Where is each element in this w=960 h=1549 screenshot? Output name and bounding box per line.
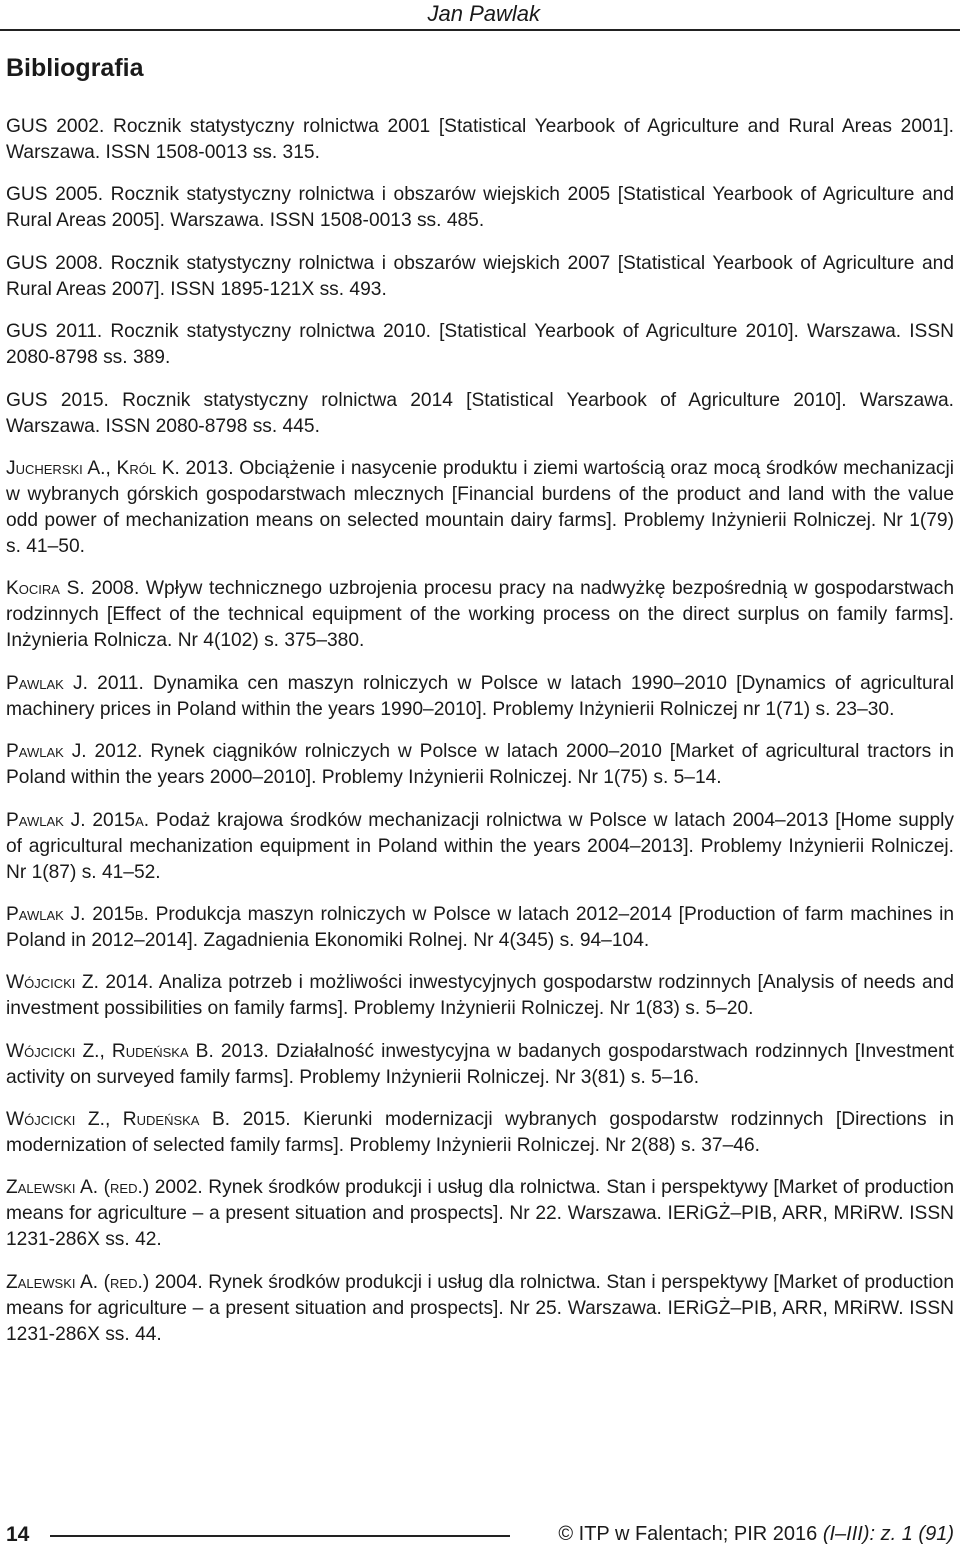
header-rule bbox=[0, 29, 960, 31]
reference-lead: Zalewski A. (red.) 2002. bbox=[6, 1177, 203, 1199]
reference-text: Obciążenie i nasycenie produktu i ziemi wartością oraz mocą środków mechanizacji w wybranych górskich gospodarstwach mlecznych [Financial burdens of the product and land with the value odd power of mechanization means on selected mountain dairy farms]. Problemy Inżynierii Rolniczej. Nr 1(79) s. 41–50. bbox=[6, 457, 954, 557]
reference-text: Analiza potrzeb i możliwości inwestycyjnych gospodarstw rodzinnych [Analysis of needs and investment possibilities on family farms]. Problemy Inżynierii Rolniczej. Nr 1(83) s. 5–20. bbox=[6, 972, 954, 1020]
reference-lead: Pawlak J. 2015b. bbox=[6, 903, 149, 925]
reference-item bbox=[6, 671, 954, 723]
reference-lead: Wójcicki Z., Rudeńska B. 2013. bbox=[6, 1040, 269, 1062]
running-head-author: Jan Pawlak bbox=[427, 1, 540, 26]
reference-list bbox=[6, 114, 954, 1364]
reference-lead: GUS 2008. bbox=[6, 252, 104, 274]
footer-rule bbox=[50, 1535, 510, 1537]
reference-item bbox=[6, 902, 954, 954]
issue-number: (I–III): z. 1 (91) bbox=[822, 1523, 954, 1545]
reference-item bbox=[6, 970, 954, 1022]
reference-lead: Wójcicki Z. 2014. bbox=[6, 972, 154, 994]
reference-item bbox=[6, 319, 954, 371]
reference-item bbox=[6, 808, 954, 886]
running-head bbox=[0, 0, 960, 32]
section-title: Bibliografia bbox=[6, 54, 144, 82]
reference-lead: Zalewski A. (red.) 2004. bbox=[6, 1271, 203, 1293]
reference-text: Wpływ technicznego uzbrojenia procesu pracy na nadwyżkę bezpośrednią w gospodarstwach rodzinnych [Effect of the technical equipment of the working process on the direct surplus on family farms]. Inżynieria Rolnicza. Nr 4(102) s. 375–380. bbox=[6, 578, 954, 652]
reference-item bbox=[6, 114, 954, 166]
reference-text: Rynek środków produkcji i usług dla rolnictwa. Stan i perspektywy [Market of production means for agriculture – a present situation and prospects]. Nr 22. Warszawa. IERiGŻ–PIB, ARR, MRiRW. ISSN 1231-286X ss. 42. bbox=[6, 1177, 954, 1251]
reference-lead: GUS 2011. bbox=[6, 321, 103, 343]
reference-item bbox=[6, 1270, 954, 1348]
reference-item bbox=[6, 251, 954, 303]
copyright-text: © ITP w Falentach; PIR 2016 bbox=[558, 1523, 823, 1545]
reference-lead: Pawlak J. 2011. bbox=[6, 672, 144, 694]
copyright-line bbox=[558, 1523, 954, 1546]
reference-text: Rocznik statystyczny rolnictwa 2014 [Statistical Yearbook of Agriculture 2010]. Warszawa. Warszawa. ISSN 2080-8798 ss. 445. bbox=[6, 389, 954, 437]
reference-lead: GUS 2015. bbox=[6, 389, 109, 411]
reference-text: Podaż krajowa środków mechanizacji rolnictwa w Polsce w latach 2004–2013 [Home supply of agricultural mechanization equipment in Poland within the years 2004–2013]. Problemy Inżynierii Rolniczej. Nr 1(87) s. 41–52. bbox=[6, 809, 954, 883]
reference-text: Działalność inwestycyjna w badanych gospodarstwach rodzinnych [Investment activity on surveyed family farms]. Problemy Inżynierii Rolniczej. Nr 3(81) s. 5–16. bbox=[6, 1040, 954, 1088]
reference-lead: Pawlak J. 2015a. bbox=[6, 809, 150, 831]
reference-item bbox=[6, 182, 954, 234]
reference-item bbox=[6, 388, 954, 440]
reference-item bbox=[6, 576, 954, 654]
reference-item bbox=[6, 739, 954, 791]
page-footer bbox=[0, 1518, 960, 1549]
reference-lead: Jucherski A., Król K. 2013. bbox=[6, 457, 234, 479]
reference-text: Rocznik statystyczny rolnictwa i obszarów wiejskich 2007 [Statistical Yearbook of Agriculture and Rural Areas 2007]. ISSN 1895-121X ss. 493. bbox=[6, 252, 954, 300]
reference-lead: Wójcicki Z., Rudeńska B. 2015. bbox=[6, 1109, 291, 1131]
reference-text: Produkcja maszyn rolniczych w Polsce w latach 2012–2014 [Production of farm machines in Poland in 2012–2014]. Zagadnienia Ekonomiki Rolnej. Nr 4(345) s. 94–104. bbox=[6, 903, 954, 951]
reference-item bbox=[6, 1175, 954, 1253]
reference-lead: Pawlak J. 2012. bbox=[6, 741, 143, 763]
reference-text: Dynamika cen maszyn rolniczych w Polsce w latach 1990–2010 [Dynamics of agricultural machinery prices in Poland within the years 1990–2010]. Problemy Inżynierii Rolniczej nr 1(71) s. 23–30. bbox=[6, 672, 954, 720]
page-number: 14 bbox=[6, 1523, 30, 1546]
reference-item bbox=[6, 1107, 954, 1159]
reference-text: Rocznik statystyczny rolnictwa i obszarów wiejskich 2005 [Statistical Yearbook of Agriculture and Rural Areas 2005]. Warszawa. ISSN 1508-0013 ss. 485. bbox=[6, 184, 954, 232]
reference-lead: GUS 2002. bbox=[6, 116, 105, 137]
reference-lead: GUS 2005. bbox=[6, 184, 104, 206]
reference-text: Rynek ciągników rolniczych w Polsce w latach 2000–2010 [Market of agricultural tractors in Poland within the years 2000–2010]. Problemy Inżynierii Rolniczej. Nr 1(75) s. 5–14. bbox=[6, 741, 954, 789]
reference-item bbox=[6, 456, 954, 560]
reference-text: Rynek środków produkcji i usług dla rolnictwa. Stan i perspektywy [Market of production means for agriculture – a present situation and prospects]. Nr 25. Warszawa. IERiGŻ–PIB, ARR, MRiRW. ISSN 1231-286X ss. 44. bbox=[6, 1271, 954, 1345]
reference-lead: Kocira S. 2008. bbox=[6, 578, 140, 600]
reference-text: Rocznik statystyczny rolnictwa 2001 [Statistical Yearbook of Agriculture and Rural Areas 2001]. Warszawa. ISSN 1508-0013 ss. 315. bbox=[6, 116, 954, 163]
reference-item bbox=[6, 1039, 954, 1091]
reference-text: Kierunki modernizacji wybranych gospodarstw rodzinnych [Directions in modernization of selected family farms]. Problemy Inżynierii Rolniczej. Nr 2(88) s. 37–46. bbox=[6, 1109, 954, 1157]
reference-text: Rocznik statystyczny rolnictwa 2010. [Statistical Yearbook of Agriculture 2010]. Warszawa. ISSN 2080-8798 ss. 389. bbox=[6, 321, 954, 369]
